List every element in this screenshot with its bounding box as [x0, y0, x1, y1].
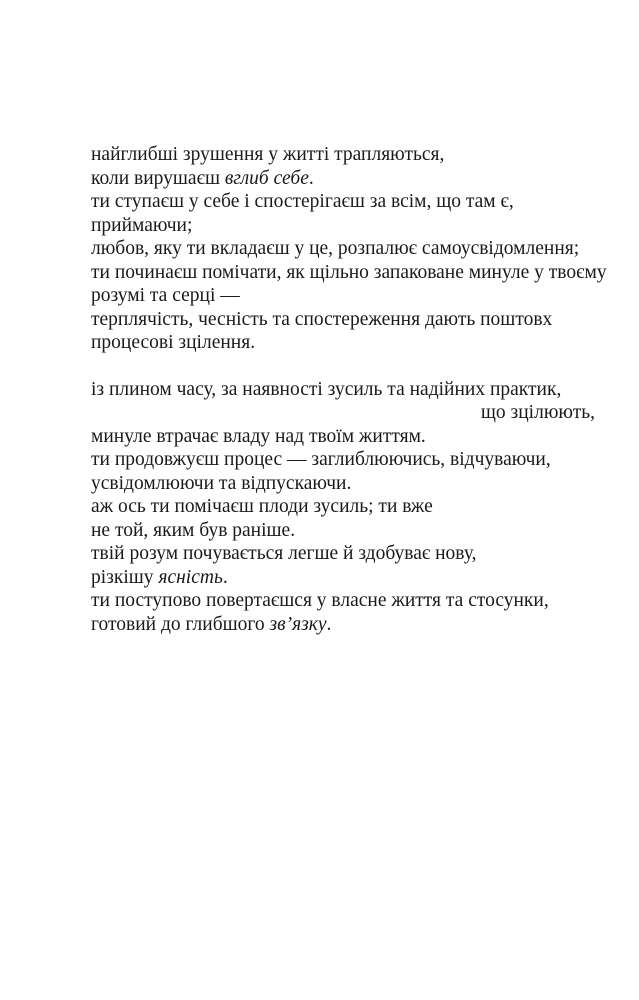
poem-line-punctuation: .	[222, 566, 228, 588]
poem-line: процесові зцілення.	[91, 332, 256, 353]
poem-line: твій розум почувається легше й здобуває нову,	[91, 543, 477, 564]
poem-line: терплячість, чесність та спостереження дають поштовх	[91, 308, 553, 330]
poem-line-emphasis: зв’язку	[269, 613, 327, 635]
poem-line: ти поступово повертаєшся у власне життя та стосунки,	[91, 590, 549, 611]
poem-line-text: різкішу	[91, 566, 159, 588]
poem-line: із плином часу, за наявності зусиль та надійних практик,	[91, 378, 562, 400]
poem-line: ти ступаєш у себе і спостерігаєш за всім, що там є,	[91, 191, 514, 212]
poem-line-punctuation: .	[326, 613, 332, 635]
poem-line: ти починаєш помічати, як щільно запаковане минуле у твоєму	[91, 261, 607, 283]
poem-line-text: готовий до глибшого	[91, 613, 270, 635]
poem-line: розумі та серці —	[91, 285, 240, 306]
poem-line: минуле втрачає владу над твоїм життям.	[91, 425, 426, 447]
poem-line: найглибші зрушення у житті трапляються,	[91, 144, 445, 165]
poem-line: аж ось ти помічаєш плоди зусиль; ти вже	[91, 496, 433, 517]
stanza-break	[91, 355, 601, 378]
poem-line-emphasis: вглиб себе	[224, 167, 309, 189]
poem-line-indented: що зцілюють,	[480, 402, 595, 423]
poem-line: приймаючи;	[91, 214, 193, 236]
poem-line: любов, яку ти вкладаєш у це, розпалює самоусвідомлення;	[91, 238, 580, 259]
poem-text	[91, 143, 607, 636]
poem-line-emphasis: ясність	[158, 566, 223, 588]
poem-line-punctuation: .	[308, 167, 314, 189]
poem-line: усвідомлюючи та відпускаючи.	[91, 472, 352, 494]
poem-line	[91, 167, 601, 191]
poem-line	[91, 566, 601, 590]
poem-line-text: коли вирушаєш	[91, 167, 225, 189]
poem-line: не той, яким був раніше.	[91, 519, 296, 541]
poem-line	[91, 613, 601, 637]
poem-line: ти продовжуєш процес — заглиблюючись, відчуваючи,	[91, 449, 551, 470]
